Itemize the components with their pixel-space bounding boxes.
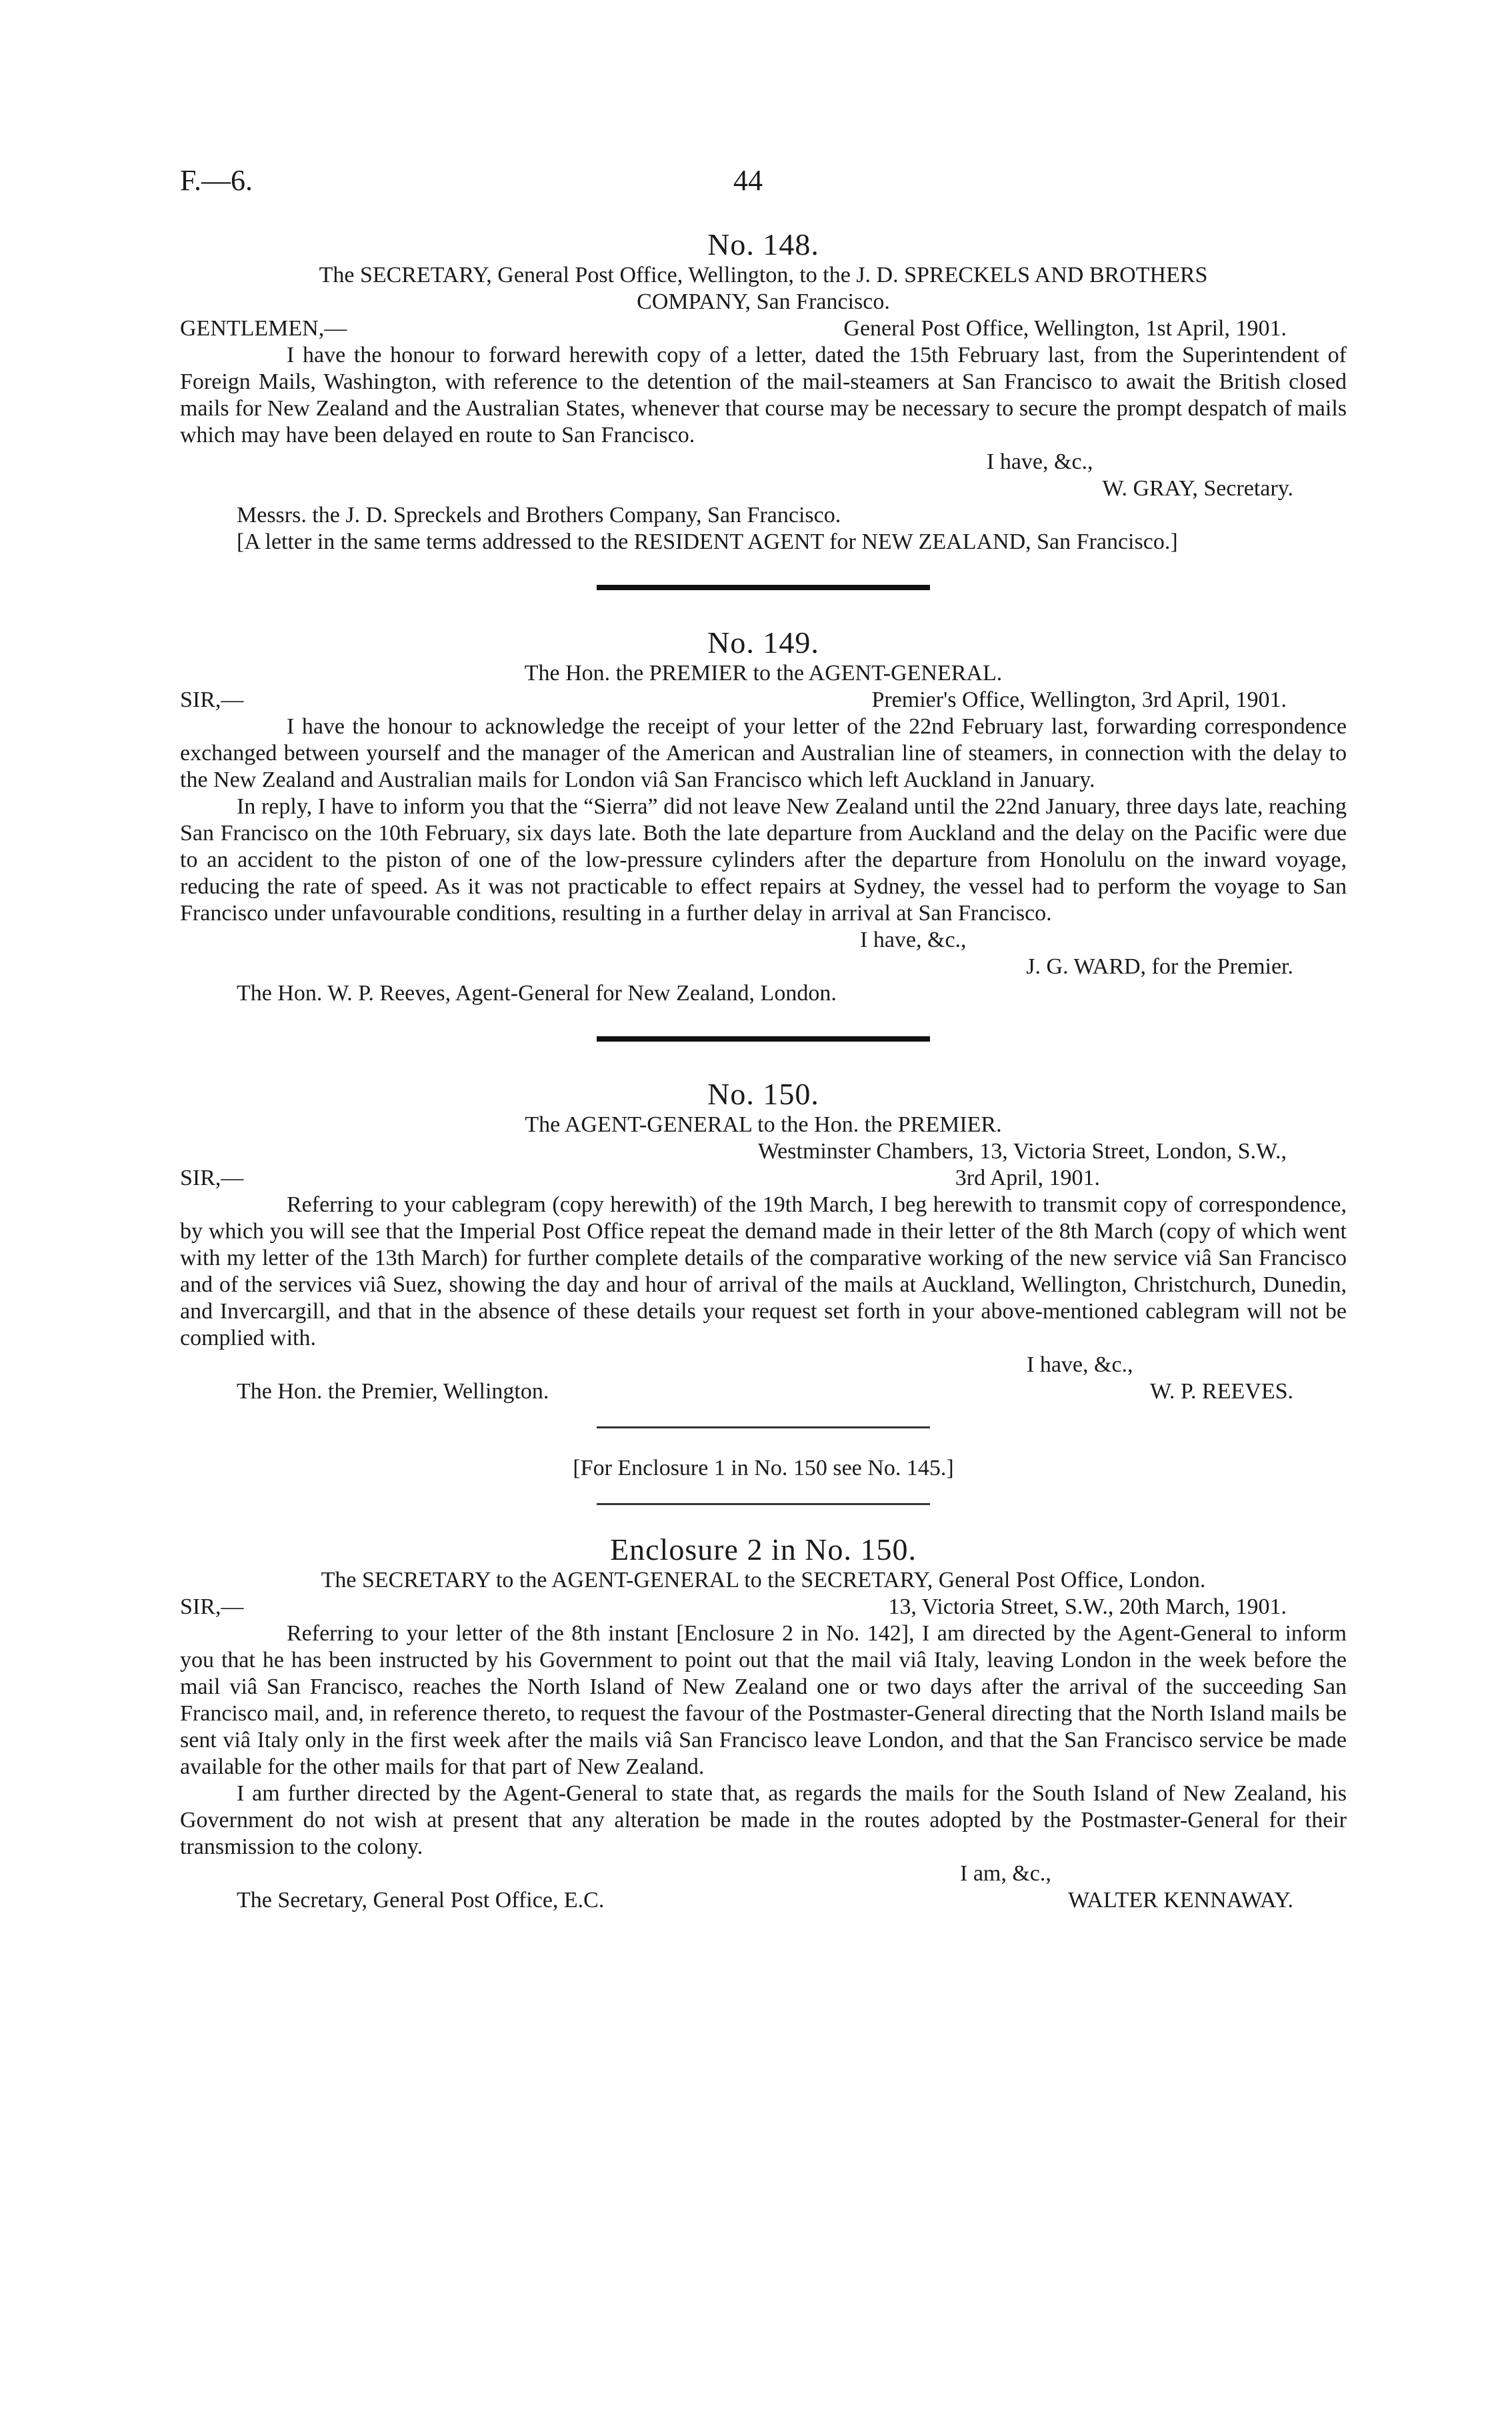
place-date: Premier's Office, Wellington, 3rd April, 1901.	[871, 688, 1287, 712]
page-number: 44	[733, 164, 763, 197]
letter-149	[180, 625, 1347, 1007]
closing: I have, &c.,	[987, 449, 1093, 474]
addressee: The Hon. W. P. Reeves, Agent-General for New Zealand, London.	[237, 981, 837, 1006]
section-title-148: No. 148.	[707, 227, 819, 261]
salutation: GENTLEMEN,—	[180, 316, 347, 341]
addressee: Messrs. the J. D. Spreckels and Brothers Company, San Francisco.	[237, 503, 841, 527]
salutation: SIR,—	[180, 1166, 244, 1190]
place-date: General Post Office, Wellington, 1st April, 1901.	[843, 316, 1287, 341]
address-line: The AGENT-GENERAL to the Hon. the PREMIER.	[525, 1112, 1002, 1137]
section-divider	[597, 1503, 930, 1505]
section-title-149: No. 149.	[707, 626, 819, 660]
signature: W. P. REEVES.	[1149, 1379, 1293, 1404]
closing: I have, &c.,	[860, 928, 967, 952]
letter-body: I have the honour to forward herewith copy of a letter, dated the 15th February last, from the Superintendent of Foreign Mails, Washington, with reference to the detention of the mail-steamers at San Francisco to await the British closed mails for New Zealand and the Australian States, whenever that course may be necessary to secure the prompt despatch of mails which may have been delayed en route to San Francisco.	[180, 343, 1347, 447]
letter-body: Referring to your cablegram (copy herewith) of the 19th March, I beg herewith to transmit copy of correspondence, by which you will see that the Imperial Post Office repeat the demand made in their letter of the 8th March (copy of which went with my letter of the 13th March) for further complete details of the comparative working of the new service viâ San Francisco and of the services viâ Suez, showing the day and hour of arrival of the mails at Auckland, Wellington, Christchurch, Dunedin, and Invercargill, and that in the absence of these details your request set forth in your above-mentioned cablegram will not be complied with.	[180, 1192, 1347, 1350]
address-line: The SECRETARY to the AGENT-GENERAL to the SECRETARY, General Post Office, London.	[321, 1568, 1206, 1592]
letter-paragraph: I am further directed by the Agent-General to state that, as regards the mails for the South Island of New Zealand, his Government do not wish at present that any alteration be made in the routes adopted by the Postmaster-General for their transmission to the colony.	[180, 1781, 1347, 1859]
enclosure-note: [For Enclosure 1 in No. 150 see No. 145.]	[573, 1456, 954, 1480]
letter-paragraph: In reply, I have to inform you that the “Sierra” did not leave New Zealand until the 22nd January, three days late, reaching San Francisco on the 10th February, six days late. Both the late departure from Auckland and the delay on the Pacific were due to an accident to the piston of one of the low-pressure cylinders after the departure from Honolulu on the inward voyage, reducing the rate of speed. As it was not practicable to effect repairs at Sydney, the vessel had to perform the voyage to San Francisco under unfavourable conditions, resulting in a further delay in arrival at San Francisco.	[180, 794, 1347, 926]
section-title-enclosure: Enclosure 2 in No. 150.	[610, 1532, 917, 1566]
letter-150	[180, 1076, 1347, 1405]
letter-paragraph: I have the honour to acknowledge the receipt of your letter of the 22nd February last, forwarding correspondence exchanged between yourself and the manager of the American and Australian line of steamers, in connection with the delay to the New Zealand and Australian mails for London viâ San Francisco which left Auckland in January.	[180, 714, 1347, 792]
addressee: The Hon. the Premier, Wellington.	[237, 1379, 549, 1404]
page-reference: F.—6.	[180, 164, 253, 197]
signature: W. GRAY, Secretary.	[1102, 476, 1293, 501]
address-line: The Hon. the PREMIER to the AGENT-GENERAL.	[524, 661, 1003, 686]
letter-paragraph: Referring to your letter of the 8th instant [Enclosure 2 in No. 142], I am directed by the Agent-General to inform you that he has been instructed by his Government to point out that the mail viâ Italy, leaving London in the week before the mail viâ San Francisco, reaches the North Island of New Zealand one or two days after the arrival of the succeeding San Francisco mail, and, in reference thereto, to request the favour of the Postmaster-General directing that the North Island mails be sent viâ Italy only in the first week after the mails viâ San Francisco leave London, and that the San Francisco service be made available for the other mails for that part of New Zealand.	[180, 1621, 1347, 1779]
signature: WALTER KENNAWAY.	[1068, 1888, 1293, 1913]
place-date: 13, Victoria Street, S.W., 20th March, 1901.	[888, 1594, 1287, 1619]
closing: I am, &c.,	[960, 1861, 1051, 1886]
section-divider	[597, 1036, 930, 1042]
note: [A letter in the same terms addressed to the RESIDENT AGENT for NEW ZEALAND, San Francisco.]	[237, 529, 1178, 554]
section-divider	[597, 1426, 930, 1428]
address-line: The SECRETARY, General Post Office, Wellington, to the J. D. SPRECKELS AND BROTHERS	[319, 263, 1208, 287]
place-date: 3rd April, 1901.	[955, 1166, 1100, 1190]
letter-148	[180, 227, 1347, 555]
addressee: The Secretary, General Post Office, E.C.	[237, 1888, 605, 1913]
place-line: Westminster Chambers, 13, Victoria Street, London, S.W.,	[757, 1139, 1287, 1164]
salutation: SIR,—	[180, 688, 244, 712]
address-line: COMPANY, San Francisco.	[637, 289, 890, 314]
document-body	[180, 227, 1347, 1914]
signature: J. G. WARD, for the Premier.	[1026, 954, 1293, 979]
salutation: SIR,—	[180, 1594, 244, 1619]
section-title-150: No. 150.	[707, 1077, 819, 1111]
enclosure-2	[180, 1532, 1347, 1914]
section-divider	[597, 585, 930, 590]
closing: I have, &c.,	[1027, 1352, 1133, 1377]
